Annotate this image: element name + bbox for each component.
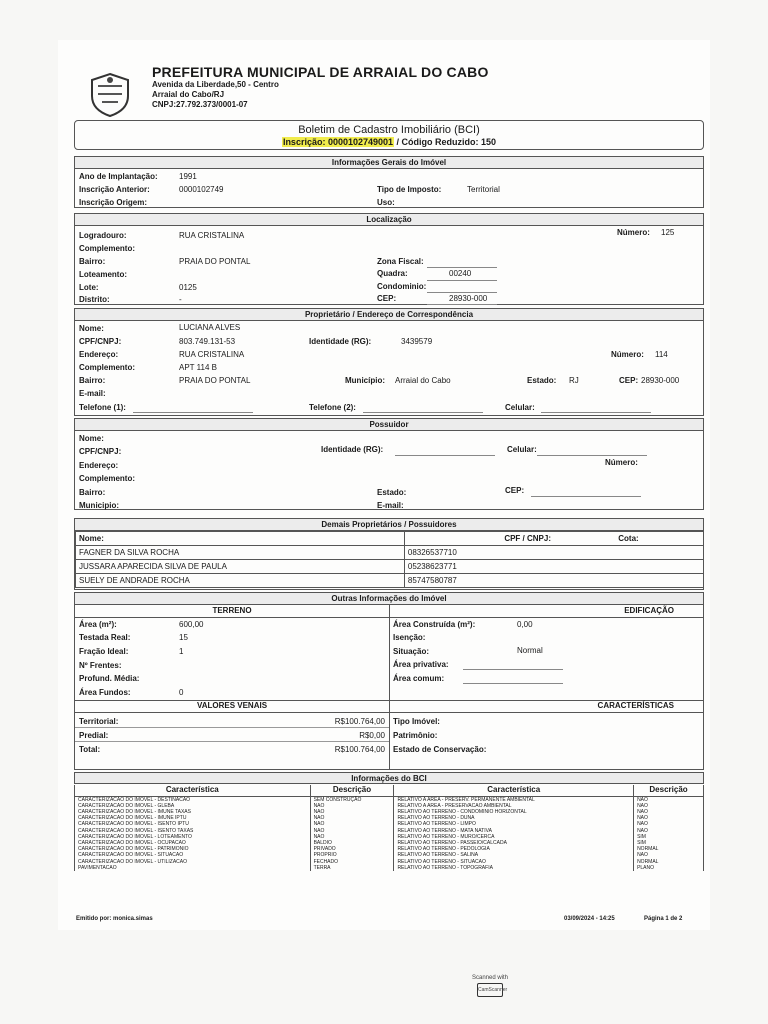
field-label: Complemento: xyxy=(79,244,135,253)
table-row xyxy=(76,546,704,560)
underline xyxy=(463,669,563,670)
characteristic-left: CARACTERIZACAO DO IMOVEL - OCUPACAO xyxy=(75,840,311,846)
field-value: 114 xyxy=(655,350,668,359)
field-label: CPF/CNPJ: xyxy=(79,447,122,456)
description-right: NAO xyxy=(634,852,704,858)
field-value: PRAIA DO PONTAL xyxy=(179,376,251,385)
document-title-box xyxy=(74,120,704,150)
table-row xyxy=(75,796,704,803)
field-label: Área Construída (m²): xyxy=(393,620,476,629)
field-label: Fração Ideal: xyxy=(79,647,129,656)
section-title: Possuidor xyxy=(75,419,703,431)
underline xyxy=(363,412,483,413)
field-value: 15 xyxy=(179,633,188,642)
characteristic-right: RELATIVO AO TERRENO - SITUACAO xyxy=(394,859,634,865)
divider xyxy=(75,741,389,742)
characteristic-left: PAVIMENTACAO xyxy=(75,865,311,871)
field-label: Celular: xyxy=(505,403,535,412)
field-label: Área Fundos: xyxy=(79,688,131,697)
field-label: Loteamento: xyxy=(79,270,127,279)
section-outras xyxy=(74,592,704,770)
field-value: RUA CRISTALINA xyxy=(179,350,245,359)
field-value: RUA CRISTALINA xyxy=(179,231,245,240)
underline xyxy=(541,412,651,413)
field-label: Bairro: xyxy=(79,488,106,497)
field-label: Isenção: xyxy=(393,633,426,642)
section-possuidor xyxy=(74,418,704,510)
field-label: Situação: xyxy=(393,647,430,656)
description-right: NORMAL xyxy=(634,859,704,865)
field-label: Distrito: xyxy=(79,295,110,304)
letterhead xyxy=(76,60,696,120)
field-label: Complemento: xyxy=(79,363,135,372)
field-label: Total: xyxy=(79,745,101,754)
bci-table-body xyxy=(75,796,704,871)
footer-date: 03/09/2024 - 14:25 xyxy=(564,916,615,922)
field-label: Lote: xyxy=(79,283,99,292)
description-right: NAO xyxy=(634,815,704,821)
field-label: Celular: xyxy=(507,445,537,454)
divider xyxy=(75,727,389,728)
field-value: 125 xyxy=(661,228,675,237)
field-label: Profund. Média: xyxy=(79,674,140,683)
field-label: Patrimônio: xyxy=(393,731,438,740)
header-cnpj: CNPJ:27.792.373/0001-07 xyxy=(152,100,248,109)
owners-table xyxy=(75,531,704,588)
field-label: Predial: xyxy=(79,731,109,740)
field-label: Número: xyxy=(611,350,644,359)
characteristic-left: CARACTERIZACAO DO IMOVEL - ISENTO TAXAS xyxy=(75,828,311,834)
field-value: - xyxy=(179,295,182,304)
table-row xyxy=(76,560,704,574)
section-gerais xyxy=(74,156,704,208)
underline xyxy=(463,683,563,684)
subsection-title: EDIFICAÇÃO xyxy=(624,606,674,615)
description-right: SIM xyxy=(634,834,704,840)
table-header-row xyxy=(76,532,704,546)
field-value: 600,00 xyxy=(179,620,204,629)
field-label: Endereço: xyxy=(79,461,119,470)
section-demais xyxy=(74,518,704,590)
description-right: NAO xyxy=(634,821,704,827)
underline xyxy=(133,412,253,413)
characteristic-left: CARACTERIZACAO DO IMOVEL - SITUACAO xyxy=(75,852,311,858)
field-label: Área (m²): xyxy=(79,620,117,629)
field-label: CEP: xyxy=(377,294,397,303)
field-label: Complemento: xyxy=(79,474,135,483)
characteristic-right: RELATIVO AO TERRENO - SALINA xyxy=(394,852,634,858)
section-title: Proprietário / Endereço de Correspondência xyxy=(75,309,703,321)
column-header: Nome: xyxy=(76,532,405,546)
owner-cpf: 05238623771 xyxy=(404,560,554,574)
column-header: Característica xyxy=(394,785,634,796)
underline xyxy=(427,304,497,305)
field-label: Municipio: xyxy=(79,501,119,510)
field-label: Telefone (1): xyxy=(79,403,126,412)
column-header: Característica xyxy=(75,785,311,796)
owner-name: FAGNER DA SILVA ROCHA xyxy=(76,546,405,560)
underline xyxy=(395,455,495,456)
characteristic-right: RELATIVO AO TERRENO - MATA NATIVA xyxy=(394,828,634,834)
section-title: Informações Gerais do Imóvel xyxy=(75,157,703,169)
header-address: Avenida da Liberdade,50 - Centro xyxy=(152,80,279,89)
field-value: R$100.764,00 xyxy=(334,745,385,754)
field-label: Estado: xyxy=(377,488,407,497)
field-value: R$100.764,00 xyxy=(334,717,385,726)
section-title: Demais Proprietários / Possuidores xyxy=(75,519,703,531)
field-label: Nome: xyxy=(79,434,104,443)
characteristic-right: RELATIVO AO TERRENO - PASSEIO/CALCADA xyxy=(394,840,634,846)
description-left: TERRA xyxy=(310,865,394,871)
description-right: NORMAL xyxy=(634,846,704,852)
field-value: Territorial xyxy=(467,185,500,194)
field-label: Área privativa: xyxy=(393,660,449,669)
field-label: CEP: xyxy=(505,486,525,495)
field-value: PRAIA DO PONTAL xyxy=(179,257,251,266)
field-value: 1 xyxy=(179,647,184,656)
characteristic-left: CARACTERIZACAO DO IMOVEL - UTILIZACAO xyxy=(75,859,311,865)
scanner-caption: Scanned with xyxy=(471,975,509,981)
field-label: Condominio: xyxy=(377,282,427,291)
field-value: 0,00 xyxy=(517,620,533,629)
camscanner-watermark xyxy=(470,975,510,1017)
underline xyxy=(537,455,647,456)
field-label: Número: xyxy=(617,228,650,237)
field-label: CEP: xyxy=(619,376,639,385)
field-label: Nome: xyxy=(79,324,104,333)
field-label: Estado de Conservação: xyxy=(393,745,487,754)
field-value: APT 114 B xyxy=(179,363,217,372)
description-left: NAO xyxy=(310,834,394,840)
characteristic-right: RELATIVO AO TERRENO - MURO/CERCA xyxy=(394,834,634,840)
owner-name: SUELY DE ANDRADE ROCHA xyxy=(76,574,405,588)
description-left: BALDIO xyxy=(310,840,394,846)
owner-cpf: 08326537710 xyxy=(404,546,554,560)
field-value: Normal xyxy=(517,646,543,655)
field-label: Bairro: xyxy=(79,376,106,385)
column-header: Cota: xyxy=(554,532,704,546)
field-value: 00240 xyxy=(449,269,472,278)
field-label: Tipo Imóvel: xyxy=(393,717,440,726)
characteristic-right: RELATIVO AO TERRENO - TOPOGRAFIA xyxy=(394,865,634,871)
field-label: Ano de Implantação: xyxy=(79,172,158,181)
footer-page: Página 1 de 2 xyxy=(644,916,683,922)
column-header: Descrição xyxy=(634,785,704,796)
characteristic-left: CARACTERIZACAO DO IMOVEL - IMUNE IPTU xyxy=(75,815,311,821)
table-row xyxy=(76,574,704,588)
field-value: 803.749.131-53 xyxy=(179,337,236,346)
field-label: CPF/CNPJ: xyxy=(79,337,122,346)
field-label: Zona Fiscal: xyxy=(377,257,424,266)
section-title: Informações do BCI xyxy=(74,772,704,784)
owner-cota xyxy=(554,546,704,560)
divider xyxy=(75,712,704,713)
description-right: NAO xyxy=(634,803,704,809)
characteristic-left: CARACTERIZACAO DO IMOVEL - GLEBA xyxy=(75,803,311,809)
field-label: Endereço: xyxy=(79,350,119,359)
column-header: Descrição xyxy=(310,785,394,796)
description-right: SIM xyxy=(634,840,704,846)
camscanner-logo-icon: CamScanner xyxy=(477,983,503,997)
header-city: Arraial do Cabo/RJ xyxy=(152,90,225,99)
underline xyxy=(427,267,497,268)
section-bci xyxy=(74,772,704,908)
owner-cota xyxy=(554,560,704,574)
divider xyxy=(389,605,390,770)
field-value: 0125 xyxy=(179,283,197,292)
description-right: NAO xyxy=(634,809,704,815)
field-value: 0000102749 xyxy=(179,185,224,194)
codigo-reduzido: / Código Reduzido: 150 xyxy=(394,137,497,147)
field-label: Inscrição Origem: xyxy=(79,198,148,207)
divider xyxy=(75,617,704,618)
field-label: Logradouro: xyxy=(79,231,127,240)
description-left: PROPRIO xyxy=(310,852,394,858)
owner-name: JUSSARA APARECIDA SILVA DE PAULA xyxy=(76,560,405,574)
field-label: Tipo de Imposto: xyxy=(377,185,442,194)
description-left: NAO xyxy=(310,828,394,834)
subsection-title: TERRENO xyxy=(212,606,252,615)
field-value: R$0,00 xyxy=(359,731,385,740)
bci-table xyxy=(74,785,704,871)
characteristic-right: RELATIVO AO TERRENO - LIMPO xyxy=(394,821,634,827)
header-title: PREFEITURA MUNICIPAL DE ARRAIAL DO CABO xyxy=(152,64,489,80)
field-label: Nº Frentes: xyxy=(79,661,122,670)
field-value: RJ xyxy=(569,376,579,385)
owner-cota xyxy=(554,574,704,588)
characteristic-right: RELATIVO AO TERRENO - CONDOMINIO HORIZONTAL xyxy=(394,809,634,815)
field-value: LUCIANA ALVES xyxy=(179,323,241,332)
field-value: 28930-000 xyxy=(449,294,488,303)
characteristic-right: RELATIVO AO TERRENO - DUNA xyxy=(394,815,634,821)
characteristic-right: RELATIVO A AREA - PRESERVACAO AMBIENTAL xyxy=(394,803,634,809)
field-label: Identidade (RG): xyxy=(309,337,372,346)
footer-emitido: Emitido por: monica.simas xyxy=(76,916,153,922)
underline xyxy=(531,496,641,497)
characteristic-right: RELATIVO AO TERRENO - PEDOLOGIA xyxy=(394,846,634,852)
description-right: PLANO xyxy=(634,865,704,871)
characteristic-right: RELATIVO A AREA - PRESERV. PERMANENTE AMBIENTAL xyxy=(394,796,634,803)
field-label: Identidade (RG): xyxy=(321,445,384,454)
table-header-row xyxy=(75,785,704,796)
column-header: CPF / CNPJ: xyxy=(404,532,554,546)
document-title: Boletim de Cadastro Imobiliário (BCI) xyxy=(298,124,480,136)
characteristic-left: CARACTERIZACAO DO IMOVEL - PATRIMONIO xyxy=(75,846,311,852)
underline xyxy=(427,292,497,293)
description-left: NAO xyxy=(310,821,394,827)
field-label: Telefone (2): xyxy=(309,403,356,412)
field-value: 3439579 xyxy=(401,337,433,346)
description-right: NAO xyxy=(634,828,704,834)
description-left: SEM CONSTRUÇÃO xyxy=(310,796,394,803)
section-title: Localização xyxy=(75,214,703,226)
document-page xyxy=(58,40,710,930)
field-label: E-mail: xyxy=(377,501,404,510)
field-label: Quadra: xyxy=(377,269,408,278)
document-subtitle xyxy=(75,137,703,147)
field-value: 1991 xyxy=(179,172,197,181)
description-left: FECHADO xyxy=(310,859,394,865)
field-label: Bairro: xyxy=(79,257,106,266)
field-label: Município: xyxy=(345,376,385,385)
description-left: PRIVADO xyxy=(310,846,394,852)
section-title: Outras Informações do Imóvel xyxy=(75,593,703,605)
characteristic-left: CARACTERIZACAO DO IMOVEL - IMUNE TAXAS xyxy=(75,809,311,815)
inscricao-highlight: Inscrição: 0000102749001 xyxy=(282,137,394,147)
field-label: Estado: xyxy=(527,376,557,385)
owner-cpf: 85747580787 xyxy=(404,574,554,588)
section-proprietario xyxy=(74,308,704,416)
municipal-seal-icon xyxy=(84,70,136,118)
section-localizacao xyxy=(74,213,704,305)
field-label: Territorial: xyxy=(79,717,119,726)
characteristic-left: CARACTERIZACAO DO IMOVEL - DESTINACAO xyxy=(75,796,311,803)
description-right: NAO xyxy=(634,796,704,803)
table-row xyxy=(75,865,704,871)
field-label: Testada Real: xyxy=(79,633,131,642)
field-value: 0 xyxy=(179,688,184,697)
characteristic-left: CARACTERIZACAO DO IMOVEL - LOTEAMENTO xyxy=(75,834,311,840)
field-value: 28930-000 xyxy=(641,376,680,385)
characteristic-left: CARACTERIZACAO DO IMOVEL - ISENTO IPTU xyxy=(75,821,311,827)
field-label: Inscrição Anterior: xyxy=(79,185,150,194)
subsection-title: CARACTERÍSTICAS xyxy=(597,701,674,710)
field-value: Arraial do Cabo xyxy=(395,376,451,385)
subsection-title: VALORES VENAIS xyxy=(196,701,268,710)
underline xyxy=(427,280,497,281)
description-left: NAO xyxy=(310,815,394,821)
field-label: Uso: xyxy=(377,198,395,207)
field-label: E-mail: xyxy=(79,389,106,398)
field-label: Área comum: xyxy=(393,674,445,683)
description-left: NAO xyxy=(310,809,394,815)
field-label: Número: xyxy=(605,458,638,467)
description-left: NAO xyxy=(310,803,394,809)
